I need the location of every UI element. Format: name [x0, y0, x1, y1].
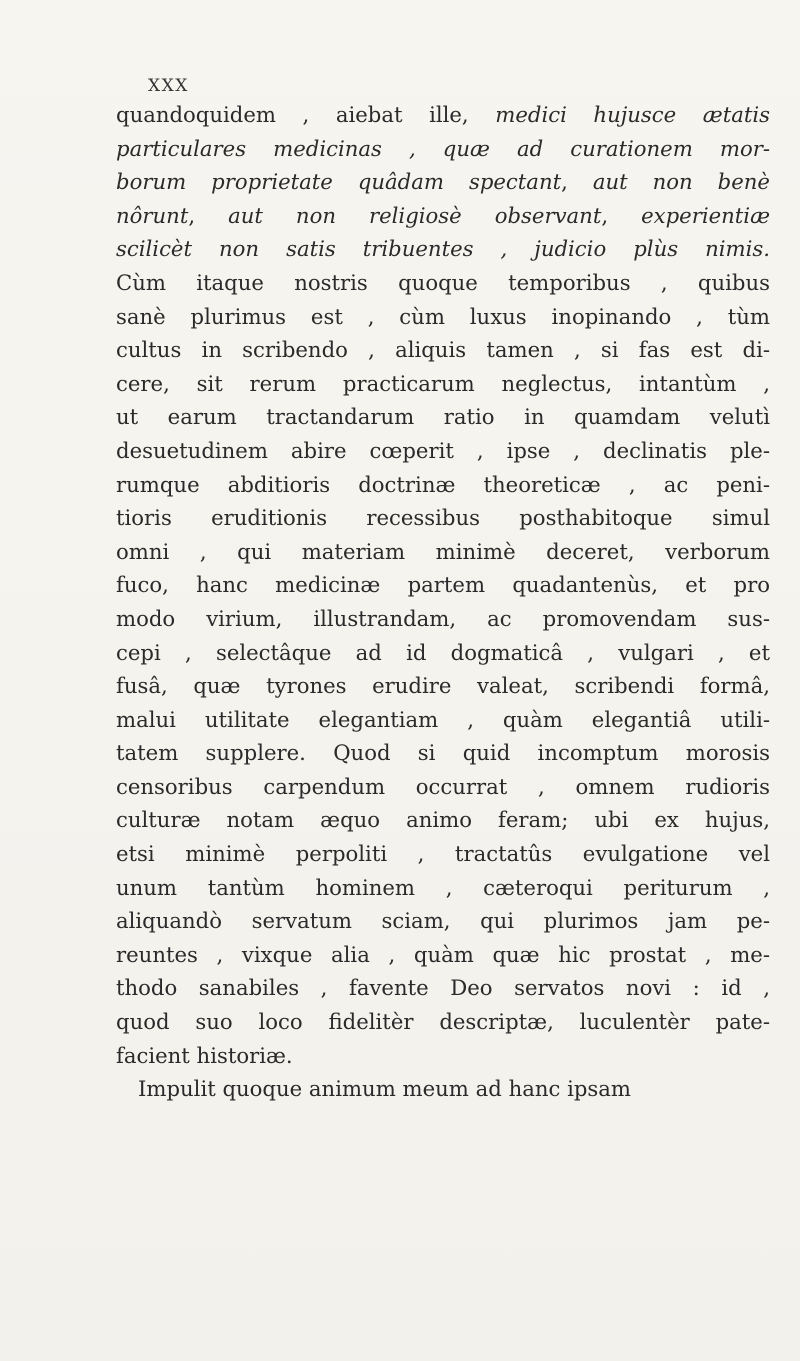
italic-text: medici hujusce ætatis [495, 102, 771, 127]
text-line [116, 468, 770, 502]
text-line [116, 300, 770, 334]
text-segment: rumque abditioris doctrinæ theoreticæ , ac peni- [116, 471, 770, 497]
text-line [116, 400, 770, 434]
text-segment: omni , qui materiam minimè deceret, verborum [116, 538, 770, 564]
text-line [116, 803, 770, 837]
text-line [116, 1072, 770, 1106]
text-line [116, 199, 770, 233]
text-line [116, 333, 770, 367]
text-line [116, 837, 770, 871]
body-text [116, 98, 770, 1106]
text-line [116, 1005, 770, 1039]
text-segment: ut earum tractandarum ratio in quamdam velutì [116, 404, 770, 430]
italic-text: particulares medicinas , quæ ad curationem mor- [116, 135, 770, 161]
text-segment: reuntes , vixque alia , quàm quæ hic prostat , me- [116, 941, 770, 967]
text-segment: malui utilitate elegantiam , quàm elegantiâ utili- [116, 706, 770, 732]
text-line [116, 98, 770, 132]
text-line [116, 602, 770, 636]
text-line [116, 165, 770, 199]
italic-text: aut non religiosè observant [228, 202, 602, 228]
text-line [116, 636, 770, 670]
text-line [116, 871, 770, 905]
text-segment: tatem supplere. Quod si quid incomptum morosis [116, 740, 770, 766]
text-line [116, 232, 770, 266]
italic-text: aut non benè [592, 169, 770, 195]
italic-text: nôrunt [116, 202, 189, 228]
text-segment: desuetudinem abire cœperit , ipse , declinatis ple- [116, 437, 770, 463]
text-line [116, 938, 770, 972]
text-segment: cultus in scribendo , aliquis tamen , si fas est di- [116, 337, 770, 363]
text-line [116, 132, 770, 166]
text-segment: , [188, 202, 229, 228]
text-line [116, 367, 770, 401]
text-line [116, 770, 770, 804]
text-line [116, 568, 770, 602]
text-line [116, 736, 770, 770]
text-segment: tioris eruditionis recessibus posthabitoque simul [116, 505, 770, 531]
text-segment: , [601, 202, 642, 228]
text-line [116, 434, 770, 468]
text-segment: fusâ, quæ tyrones erudire valeat, scribendi formâ, [116, 673, 770, 699]
italic-text: experientiæ [641, 202, 770, 228]
text-segment: censoribus carpendum occurrat , omnem rudioris [116, 773, 770, 799]
text-line [116, 904, 770, 938]
text-segment: cepi , selectâque ad id dogmaticâ , vulgari , et [116, 639, 770, 665]
italic-text: borum proprietate quâdam spectant [116, 169, 562, 195]
text-segment: quod suo loco fidelitèr descriptæ, luculentèr pate- [116, 1009, 770, 1035]
text-line [116, 501, 770, 535]
text-line [116, 1039, 770, 1073]
text-segment: quandoquidem , aiebat ille, [116, 102, 496, 127]
text-segment: , [561, 169, 593, 195]
text-segment: aliquandò servatum sciam, qui plurimos jam pe- [116, 908, 770, 934]
text-segment: facient historiæ. [116, 1042, 293, 1068]
italic-text: scilicèt non satis tribuentes , judicio plùs nimis. [116, 236, 770, 262]
text-segment: modo virium, illustrandam, ac promovendam sus- [116, 605, 770, 631]
text-segment: Cùm itaque nostris quoque temporibus , quibus [116, 269, 770, 295]
text-line [116, 266, 770, 300]
text-line [116, 535, 770, 569]
text-segment: Impulit quoque animum meum ad hanc ipsam [138, 1076, 632, 1102]
text-line [116, 703, 770, 737]
text-segment: fuco, hanc medicinæ partem quadantenùs, et pro [116, 572, 770, 598]
text-line [116, 669, 770, 703]
page-number: XXX [148, 76, 189, 96]
text-segment: cere, sit rerum practicarum neglectus, intantùm , [116, 370, 770, 396]
text-segment: culturæ notam æquo animo feram; ubi ex hujus, [116, 807, 770, 833]
text-segment: etsi minimè perpoliti , tractatûs evulgatione vel [116, 841, 770, 867]
text-segment: unum tantùm hominem , cæteroqui periturum , [116, 874, 770, 900]
text-segment: thodo sanabiles , favente Deo servatos novi : id , [116, 975, 770, 1001]
text-segment: sanè plurimus est , cùm luxus inopinando , tùm [116, 303, 770, 329]
text-line [116, 971, 770, 1005]
